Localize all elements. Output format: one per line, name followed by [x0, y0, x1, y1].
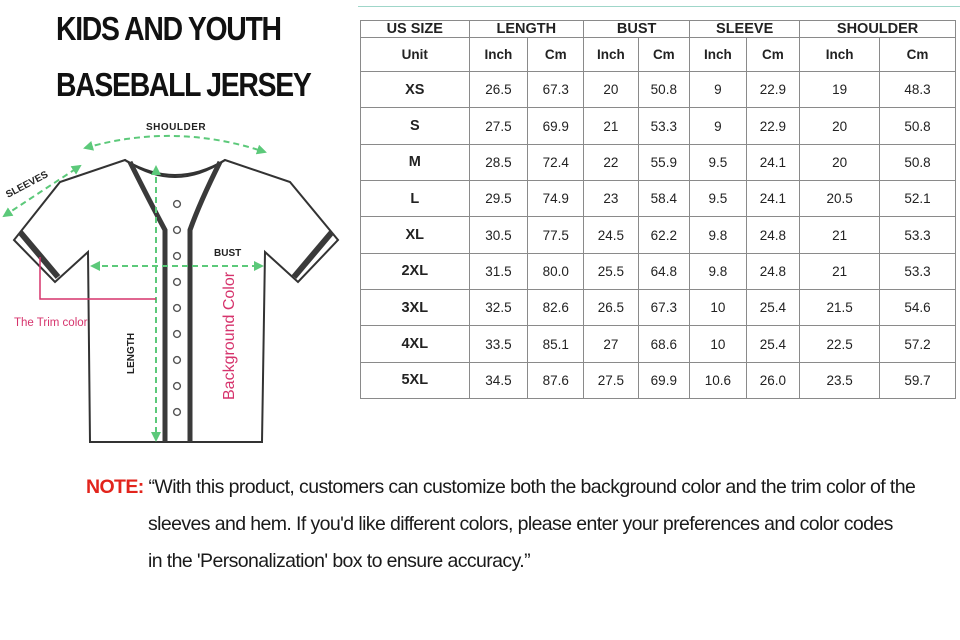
table-cell: 24.1 — [746, 181, 800, 217]
table-cell: 55.9 — [638, 144, 690, 180]
table-cell: 64.8 — [638, 253, 690, 289]
table-cell: 27.5 — [584, 362, 638, 398]
jersey-buttons — [174, 201, 181, 416]
table-row — [361, 290, 956, 326]
table-cell: 20 — [800, 144, 880, 180]
table-cell: 52.1 — [880, 181, 956, 217]
table-cell: 22 — [584, 144, 638, 180]
table-row — [361, 326, 956, 362]
table-cell: 19 — [800, 72, 880, 108]
table-cell: 27 — [584, 326, 638, 362]
size-chart-table — [360, 20, 956, 399]
table-cell: 77.5 — [528, 217, 584, 253]
table-cell: 9 — [690, 72, 746, 108]
table-cell: 9.5 — [690, 181, 746, 217]
table-cell: 59.7 — [880, 362, 956, 398]
unit-cell: Inch — [690, 38, 746, 72]
table-cell: 26.5 — [469, 72, 528, 108]
table-cell: 25.5 — [584, 253, 638, 289]
table-row — [361, 362, 956, 398]
table-cell: 53.3 — [638, 108, 690, 144]
unit-cell: Unit — [361, 38, 470, 72]
table-cell: 26.0 — [746, 362, 800, 398]
size-cell: L — [361, 181, 470, 217]
table-cell: 21 — [800, 253, 880, 289]
size-cell: 3XL — [361, 290, 470, 326]
unit-cell: Inch — [800, 38, 880, 72]
table-cell: 87.6 — [528, 362, 584, 398]
table-cell: 67.3 — [638, 290, 690, 326]
table-cell: 33.5 — [469, 326, 528, 362]
header-shoulder: SHOULDER — [800, 21, 956, 38]
header-length: LENGTH — [469, 21, 584, 38]
table-cell: 53.3 — [880, 217, 956, 253]
table-header-row — [361, 21, 956, 38]
size-cell: XL — [361, 217, 470, 253]
table-cell: 23.5 — [800, 362, 880, 398]
table-row — [361, 108, 956, 144]
note-label: NOTE: — [86, 476, 144, 498]
table-cell: 21 — [584, 108, 638, 144]
table-row — [361, 181, 956, 217]
top-divider — [358, 6, 960, 7]
table-cell: 74.9 — [528, 181, 584, 217]
table-cell: 54.6 — [880, 290, 956, 326]
table-cell: 22.5 — [800, 326, 880, 362]
table-cell: 69.9 — [638, 362, 690, 398]
table-cell: 62.2 — [638, 217, 690, 253]
table-cell: 10 — [690, 326, 746, 362]
jersey-diagram — [0, 112, 340, 448]
header-us-size: US SIZE — [361, 21, 470, 38]
unit-cell: Cm — [638, 38, 690, 72]
table-cell: 27.5 — [469, 108, 528, 144]
header-bust: BUST — [584, 21, 690, 38]
size-cell: 4XL — [361, 326, 470, 362]
table-row — [361, 144, 956, 180]
units-row — [361, 38, 956, 72]
table-row — [361, 72, 956, 108]
note-line-2: sleeves and hem. If you'd like different colors, please enter your preferences and color codes — [148, 513, 893, 535]
table-cell: 20 — [584, 72, 638, 108]
table-cell: 21 — [800, 217, 880, 253]
table-cell: 10.6 — [690, 362, 746, 398]
bust-label: BUST — [214, 248, 242, 259]
table-row — [361, 217, 956, 253]
size-cell: 2XL — [361, 253, 470, 289]
table-cell: 80.0 — [528, 253, 584, 289]
note-text-1: “With this product, customers can customize both the background color and the trim color of the — [148, 476, 916, 498]
table-cell: 58.4 — [638, 181, 690, 217]
page-title-line-2: BASEBALL JERSEY — [56, 66, 311, 103]
table-cell: 9.5 — [690, 144, 746, 180]
size-cell: XS — [361, 72, 470, 108]
table-cell: 85.1 — [528, 326, 584, 362]
unit-cell: Inch — [469, 38, 528, 72]
table-cell: 20 — [800, 108, 880, 144]
table-cell: 28.5 — [469, 144, 528, 180]
table-cell: 25.4 — [746, 326, 800, 362]
table-cell: 48.3 — [880, 72, 956, 108]
unit-cell: Cm — [528, 38, 584, 72]
size-cell: S — [361, 108, 470, 144]
table-cell: 24.1 — [746, 144, 800, 180]
note-line-3: in the 'Personalization' box to ensure accuracy.” — [148, 550, 530, 572]
table-cell: 34.5 — [469, 362, 528, 398]
page-title-line-1: KIDS AND YOUTH — [56, 10, 281, 47]
table-cell: 10 — [690, 290, 746, 326]
table-cell: 29.5 — [469, 181, 528, 217]
table-cell: 68.6 — [638, 326, 690, 362]
table-cell: 23 — [584, 181, 638, 217]
background-color-label: Background Color — [221, 271, 238, 400]
table-cell: 26.5 — [584, 290, 638, 326]
table-cell: 50.8 — [638, 72, 690, 108]
table-cell: 22.9 — [746, 108, 800, 144]
table-cell: 30.5 — [469, 217, 528, 253]
table-cell: 22.9 — [746, 72, 800, 108]
length-label: LENGTH — [126, 332, 137, 374]
table-cell: 50.8 — [880, 108, 956, 144]
trim-color-label: The Trim color — [14, 317, 88, 329]
table-cell: 72.4 — [528, 144, 584, 180]
unit-cell: Cm — [746, 38, 800, 72]
table-cell: 53.3 — [880, 253, 956, 289]
unit-cell: Inch — [584, 38, 638, 72]
table-cell: 25.4 — [746, 290, 800, 326]
table-cell: 31.5 — [469, 253, 528, 289]
table-cell: 24.5 — [584, 217, 638, 253]
customization-note — [86, 469, 946, 580]
table-cell: 9.8 — [690, 253, 746, 289]
shoulder-label: SHOULDER — [146, 122, 207, 133]
note-line-1 — [86, 469, 946, 506]
unit-cell: Cm — [880, 38, 956, 72]
table-cell: 57.2 — [880, 326, 956, 362]
table-cell: 24.8 — [746, 253, 800, 289]
table-row — [361, 253, 956, 289]
sleeves-label: SLEEVES — [4, 169, 51, 201]
table-cell: 21.5 — [800, 290, 880, 326]
table-cell: 50.8 — [880, 144, 956, 180]
table-cell: 20.5 — [800, 181, 880, 217]
table-cell: 82.6 — [528, 290, 584, 326]
header-sleeve: SLEEVE — [690, 21, 800, 38]
shoulder-arrow — [85, 136, 265, 152]
table-cell: 69.9 — [528, 108, 584, 144]
table-cell: 67.3 — [528, 72, 584, 108]
size-cell: 5XL — [361, 362, 470, 398]
table-cell: 32.5 — [469, 290, 528, 326]
table-cell: 9 — [690, 108, 746, 144]
table-cell: 9.8 — [690, 217, 746, 253]
table-cell: 24.8 — [746, 217, 800, 253]
size-cell: M — [361, 144, 470, 180]
